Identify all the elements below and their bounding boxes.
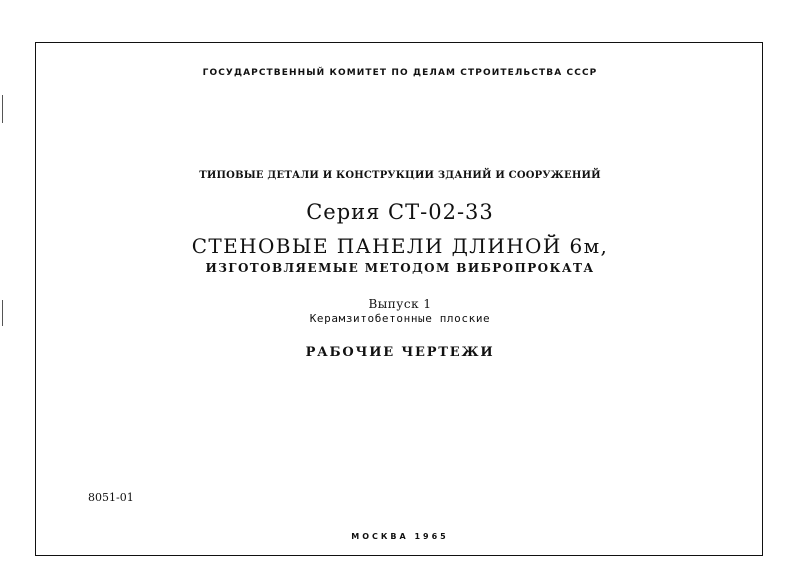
scan-edge-mark-top [2, 95, 3, 123]
material-description: Керамзитобетонные плоские [309, 312, 491, 325]
issue-number: Выпуск 1 [368, 297, 432, 311]
document-number: 8051-01 [88, 491, 134, 504]
document-title: СТЕНОВЫЕ ПАНЕЛИ ДЛИНОЙ 6м, [191, 234, 609, 258]
document-subtitle: ИЗГОТОВЛЯЕМЫЕ МЕТОДОМ ВИБРОПРОКАТА [205, 261, 595, 275]
typical-details-heading: ТИПОВЫЕ ДЕТАЛИ И КОНСТРУКЦИИ ЗДАНИЙ И СООРУЖЕНИЙ [199, 170, 601, 181]
committee-heading: ГОСУДАРСТВЕННЫЙ КОМИТЕТ ПО ДЕЛАМ СТРОИТЕЛЬСТВА СССР [202, 68, 598, 78]
working-drawings-label: РАБОЧИЕ ЧЕРТЕЖИ [305, 345, 495, 360]
series-title: Серия СТ-02-33 [306, 200, 494, 224]
city-year: МОСКВА 1965 [351, 532, 449, 541]
